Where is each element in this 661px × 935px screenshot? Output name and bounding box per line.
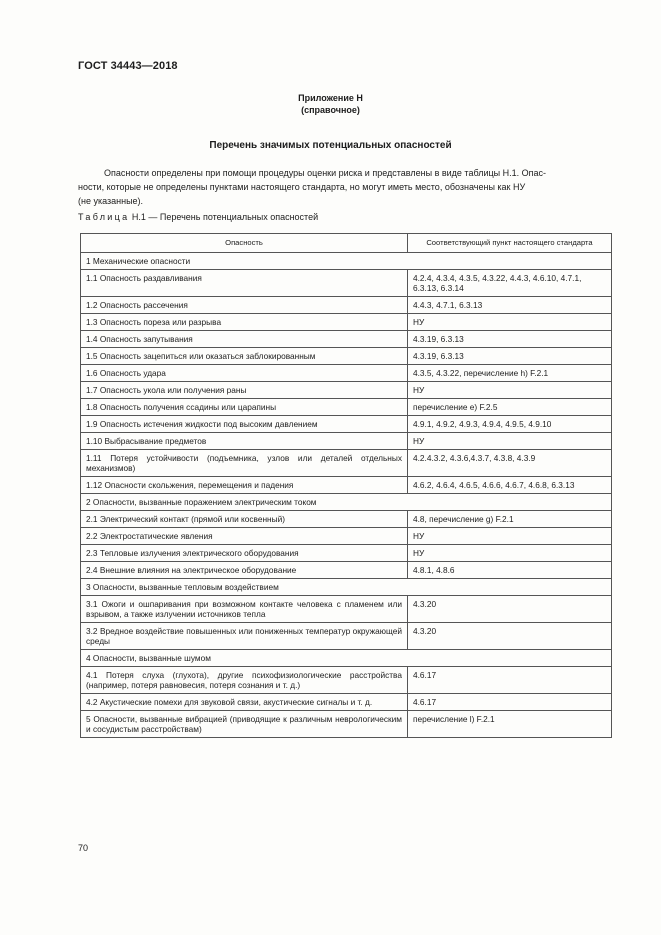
section-heading-cell: 3 Опасности, вызванные тепловым воздействием	[81, 579, 612, 596]
clause-cell: 4.3.19, 6.3.13	[408, 331, 612, 348]
hazard-cell: 2.1 Электрический контакт (прямой или косвенный)	[81, 511, 408, 528]
table-row	[81, 596, 612, 623]
clause-cell: 4.8, перечисление g) F.2.1	[408, 511, 612, 528]
hazard-cell: 1.7 Опасность укола или получения раны	[81, 382, 408, 399]
clause-cell: 4.2.4.3.2, 4.3.6,4.3.7, 4.3.8, 4.3.9	[408, 450, 612, 477]
clause-cell: 4.3.19, 6.3.13	[408, 348, 612, 365]
hazard-cell: 4.1 Потеря слуха (глухота), другие психофизиологические расстройства (например, потеря равновесия, потеря сознания и т. д.)	[81, 667, 408, 694]
hazard-cell: 4.2 Акустические помехи для звуковой связи, акустические сигналы и т. д.	[81, 694, 408, 711]
hazard-cell: 1.3 Опасность пореза или разрыва	[81, 314, 408, 331]
appendix-title: Приложение Н	[298, 93, 363, 103]
table-section-row	[81, 650, 612, 667]
intro-line: ности, которые не определены пунктами настоящего стандарта, но могут иметь место, обозначены как НУ	[78, 182, 526, 192]
hazard-cell: 1.8 Опасность получения ссадины или царапины	[81, 399, 408, 416]
table-row	[81, 297, 612, 314]
clause-cell: НУ	[408, 545, 612, 562]
hazard-cell: 3.2 Вредное воздействие повышенных или пониженных температур окружающей среды	[81, 623, 408, 650]
table-row	[81, 477, 612, 494]
table-row	[81, 667, 612, 694]
hazard-cell: 2.2 Электростатические явления	[81, 528, 408, 545]
table-section-row	[81, 253, 612, 270]
section-heading-cell: 4 Опасности, вызванные шумом	[81, 650, 612, 667]
table-row	[81, 348, 612, 365]
hazard-cell: 5 Опасности, вызванные вибрацией (приводящие к различным неврологическим и сосудистым расстройствам)	[81, 711, 408, 738]
hazard-cell: 1.9 Опасность истечения жидкости под высоким давлением	[81, 416, 408, 433]
table-row	[81, 711, 612, 738]
clause-cell: 4.3.20	[408, 596, 612, 623]
hazard-cell: 1.11 Потеря устойчивости (подъемника, узлов или деталей отдельных механизмов)	[81, 450, 408, 477]
clause-cell: перечисление e) F.2.5	[408, 399, 612, 416]
table-section-row	[81, 579, 612, 596]
clause-cell: НУ	[408, 314, 612, 331]
hazards-table	[80, 233, 612, 738]
clause-cell: 4.3.5, 4.3.22, перечисление h) F.2.1	[408, 365, 612, 382]
table-row	[81, 562, 612, 579]
hazard-cell: 2.3 Тепловые излучения электрического оборудования	[81, 545, 408, 562]
section-heading-cell: 2 Опасности, вызванные поражением электрическим током	[81, 494, 612, 511]
clause-cell: 4.6.17	[408, 667, 612, 694]
clause-cell: НУ	[408, 433, 612, 450]
table-row	[81, 623, 612, 650]
table-caption-word: Таблица	[78, 212, 130, 222]
table-row	[81, 694, 612, 711]
table-row	[81, 416, 612, 433]
hazard-cell: 1.1 Опасность раздавливания	[81, 270, 408, 297]
table-row	[81, 511, 612, 528]
table-row	[81, 528, 612, 545]
table-row	[81, 399, 612, 416]
clause-cell: 4.2.4, 4.3.4, 4.3.5, 4.3.22, 4.4.3, 4.6.10, 4.7.1, 6.3.13, 6.3.14	[408, 270, 612, 297]
clause-cell: НУ	[408, 528, 612, 545]
intro-line: (не указанные).	[78, 196, 144, 206]
intro-paragraph	[78, 166, 612, 208]
table-row	[81, 270, 612, 297]
hazard-cell: 2.4 Внешние влияния на электрическое оборудование	[81, 562, 408, 579]
table-row	[81, 331, 612, 348]
section-title: Перечень значимых потенциальных опасностей	[209, 140, 452, 151]
clause-cell: 4.9.1, 4.9.2, 4.9.3, 4.9.4, 4.9.5, 4.9.10	[408, 416, 612, 433]
table-row	[81, 314, 612, 331]
table-header-row	[81, 234, 612, 253]
appendix-subtitle: (справочное)	[301, 105, 360, 115]
clause-cell: 4.4.3, 4.7.1, 6.3.13	[408, 297, 612, 314]
table-body	[81, 253, 612, 738]
column-header-hazard: Опасность	[81, 234, 408, 253]
table-row	[81, 365, 612, 382]
table-row	[81, 382, 612, 399]
clause-cell: перечисление l) F.2.1	[408, 711, 612, 738]
table-row	[81, 545, 612, 562]
table-section-row	[81, 494, 612, 511]
table-caption	[78, 212, 318, 222]
intro-line: Опасности определены при помощи процедуры оценки риска и представлены в виде таблицы Н.1. Опас-	[104, 168, 546, 178]
table-row	[81, 433, 612, 450]
hazard-cell: 1.4 Опасность запутывания	[81, 331, 408, 348]
hazard-cell: 1.2 Опасность рассечения	[81, 297, 408, 314]
table-row	[81, 450, 612, 477]
table-caption-text: Н.1 — Перечень потенциальных опасностей	[131, 212, 319, 222]
section-heading-cell: 1 Механические опасности	[81, 253, 612, 270]
hazard-cell: 1.10 Выбрасывание предметов	[81, 433, 408, 450]
page-number: 70	[78, 843, 89, 853]
clause-cell: НУ	[408, 382, 612, 399]
hazard-cell: 3.1 Ожоги и ошпаривания при возможном контакте человека с пламенем или взрывом, а также излучении источников тепла	[81, 596, 408, 623]
hazard-cell: 1.5 Опасность зацепиться или оказаться заблокированным	[81, 348, 408, 365]
clause-cell: 4.6.2, 4.6.4, 4.6.5, 4.6.6, 4.6.7, 4.6.8, 6.3.13	[408, 477, 612, 494]
clause-cell: 4.3.20	[408, 623, 612, 650]
column-header-clause: Соответствующий пункт настоящего стандарта	[408, 234, 612, 253]
clause-cell: 4.6.17	[408, 694, 612, 711]
hazard-cell: 1.12 Опасности скольжения, перемещения и падения	[81, 477, 408, 494]
document-header: ГОСТ 34443—2018	[78, 60, 178, 72]
clause-cell: 4.8.1, 4.8.6	[408, 562, 612, 579]
hazard-cell: 1.6 Опасность удара	[81, 365, 408, 382]
